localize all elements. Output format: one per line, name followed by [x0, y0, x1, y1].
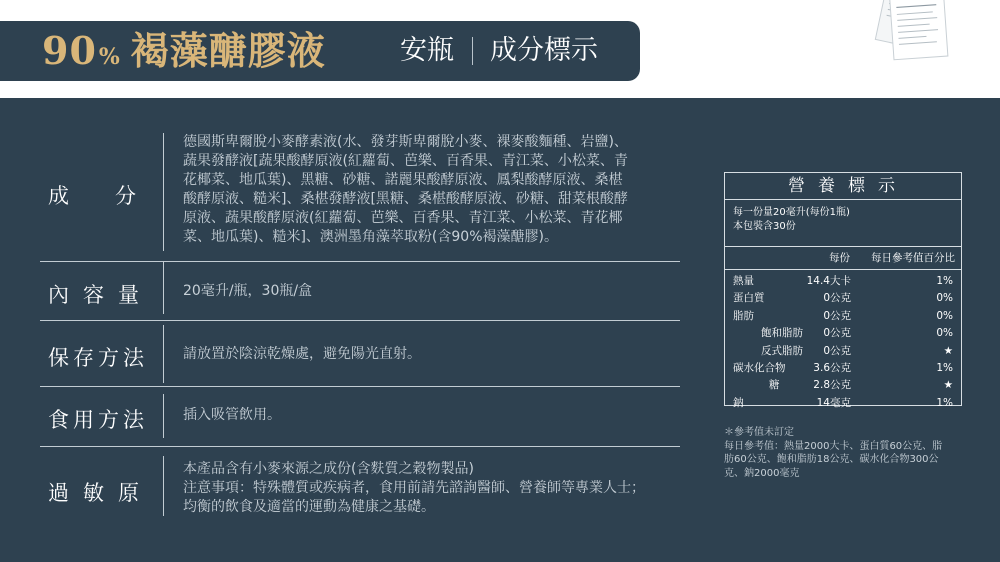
nutrition-title: 營養標示 — [725, 173, 961, 200]
col-per-serving: 每份 — [829, 252, 850, 264]
value-ingredients — [183, 133, 628, 247]
footnote-line: 克、鈉2000毫克 — [724, 467, 800, 479]
ingredients-line: 原液、蔬果酸酵原液(紅蘿蔔、芭樂、百香果、青江菜、小松菜、青花椰 — [183, 210, 623, 226]
nutrient-value: 0公克 — [823, 344, 851, 357]
table-row-separator — [40, 320, 680, 321]
nutrient-daily-value: 1% — [936, 396, 953, 409]
table-divider-vertical — [163, 394, 164, 438]
nutrient-value: 3.6公克 — [813, 361, 851, 374]
table-divider-vertical — [163, 262, 164, 314]
nutrient-value: 14.4大卡 — [806, 275, 851, 287]
label-usage: 食用方法 — [48, 408, 148, 432]
value-storage: 請放置於陰涼乾燥處，避免陽光直射。 — [183, 346, 421, 362]
servings-per-package: 本包裝含30份 — [733, 221, 796, 232]
table-divider-vertical — [163, 325, 164, 383]
title-section: 成分標示 — [490, 35, 598, 66]
nutrition-rows — [725, 270, 961, 412]
table-divider-vertical — [163, 456, 164, 516]
nutrition-row — [725, 395, 961, 412]
page-title — [42, 27, 326, 81]
nutrient-name: 脂肪 — [733, 309, 754, 322]
title-product-name: 褐藻醣膠液 — [130, 28, 326, 73]
nutrition-row — [725, 325, 961, 342]
nutrient-daily-value: ★ — [943, 379, 953, 392]
label-allergens: 過敏原 — [48, 481, 153, 505]
value-usage: 插入吸管飲用。 — [183, 407, 281, 423]
nutrition-serving — [725, 200, 961, 247]
ingredients-line: 酸酵原液、糙米]、桑椹發酵液[黑糖、桑椹酸酵原液、砂糖、甜菜根酸酵 — [183, 191, 628, 207]
nutrient-value: 14毫克 — [816, 396, 851, 409]
nutrient-name: 糖 — [769, 379, 780, 392]
nutrient-daily-value: 0% — [936, 309, 953, 322]
ingredients-line: 菜、地瓜葉)、糙米]、澳洲墨角藻萃取粉(含90%褐藻醣膠)。 — [183, 229, 558, 245]
label-storage: 保存方法 — [48, 346, 148, 370]
nutrient-name: 飽和脂肪 — [761, 327, 803, 340]
col-daily-value: 每日參考值百分比 — [871, 252, 955, 264]
ingredients-line: 蔬果發酵液[蔬果酸酵原液(紅蘿蔔、芭樂、百香果、青江菜、小松菜、青 — [183, 153, 628, 169]
nutrition-row — [725, 343, 961, 360]
allergens-line: 注意事項：特殊體質或疾病者，食用前請先諮詢醫師、營養師等專業人士； — [183, 480, 645, 496]
nutrient-value: 0公克 — [823, 327, 851, 340]
ingredients-line: 德國斯卑爾脫小麥酵素液(水、發芽斯卑爾脫小麥、裸麥酸麵種、岩鹽)、 — [183, 134, 628, 150]
footnote-line: 每日參考值：熱量2000大卡、蛋白質60公克、脂 — [724, 440, 943, 452]
nutrient-value: 0公克 — [823, 309, 851, 322]
title-divider — [472, 37, 473, 65]
title-form: 安瓶 — [400, 35, 454, 66]
value-allergens — [183, 460, 645, 517]
allergens-line: 本產品含有小麥來源之成份(含麩質之穀物製品) — [183, 461, 474, 477]
nutrition-row — [725, 360, 961, 377]
nutrient-daily-value: 0% — [936, 292, 953, 305]
ingredients-line: 花椰菜、地瓜葉)、黑糖、砂糖、諾麗果酸酵原液、鳳梨酸酵原液、桑椹 — [183, 172, 623, 188]
nutrient-name: 碳水化合物 — [733, 361, 786, 374]
footnote-line: 肪60公克、飽和脂肪18公克、碳水化合物300公 — [724, 454, 939, 465]
nutrient-daily-value: 0% — [936, 327, 953, 340]
title-number: 90 — [42, 28, 97, 73]
nutrient-value: 0公克 — [823, 292, 851, 305]
table-row-separator — [40, 386, 680, 387]
label-ingredients: 成分 — [48, 184, 182, 208]
nutrition-header-row — [725, 247, 961, 270]
nutrition-row — [725, 290, 961, 307]
nutrition-footnote — [724, 426, 974, 480]
serving-size: 每一份量20毫升(每份1瓶) — [733, 207, 850, 218]
nutrition-row — [725, 308, 961, 325]
nutrient-name: 反式脂肪 — [761, 344, 803, 357]
nutrition-row — [725, 377, 961, 394]
nutrient-daily-value: 1% — [936, 275, 953, 287]
table-row-separator — [40, 261, 680, 262]
footnote-line: ＊參考值未訂定 — [724, 427, 794, 438]
value-net-content: 20毫升/瓶，30瓶/盒 — [183, 283, 313, 299]
document-sheets-icon — [868, 0, 950, 64]
title-percent: % — [98, 44, 121, 70]
label-net-content: 內容量 — [48, 283, 153, 307]
nutrient-name: 鈉 — [733, 396, 744, 409]
nutrition-table — [724, 172, 962, 409]
nutrient-name: 蛋白質 — [733, 292, 765, 305]
nutrition-row — [725, 273, 961, 290]
allergens-line: 均衡的飲食及適當的運動為健康之基礎。 — [183, 499, 435, 515]
nutrient-daily-value: 1% — [936, 361, 953, 374]
table-row-separator — [40, 446, 680, 447]
nutrient-value: 2.8公克 — [813, 379, 851, 392]
nutrient-daily-value: ★ — [943, 344, 953, 357]
nutrient-name: 熱量 — [733, 275, 754, 287]
